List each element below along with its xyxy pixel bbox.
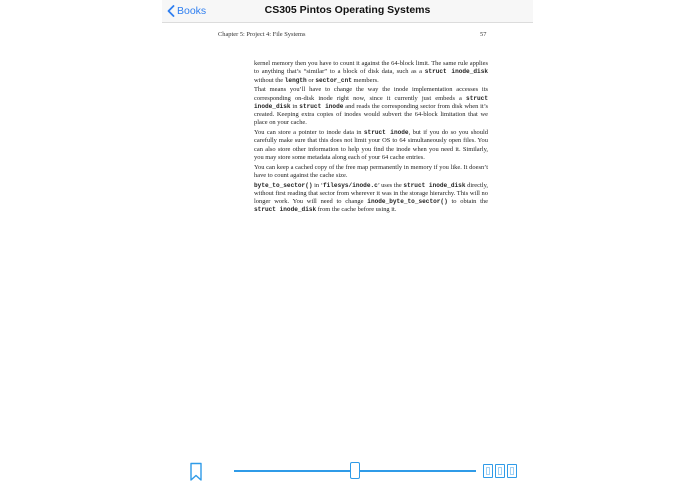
text: without the bbox=[254, 76, 285, 84]
paragraph bbox=[254, 60, 488, 85]
back-label: Books bbox=[177, 5, 207, 17]
navigation-bar bbox=[162, 0, 533, 23]
code: struct inode_disk bbox=[403, 181, 466, 189]
paragraph bbox=[254, 164, 488, 181]
text: or bbox=[306, 76, 316, 84]
book-title: CS305 Pintos Operating Systems bbox=[264, 4, 431, 16]
page-thumb-icon bbox=[495, 464, 505, 478]
code: struct inode_disk bbox=[424, 68, 489, 76]
text: You can keep a cached copy of the free map permanently in memory if you like. It doesn’t have to count against the cache size. bbox=[254, 163, 488, 179]
bottom-toolbar bbox=[162, 448, 533, 494]
text: in bbox=[290, 102, 300, 110]
page-body bbox=[254, 60, 488, 216]
text: , but if you do so you should carefully make sure that this does not limit your OS to 64 simultaneously open files. You can also store other information to help you find the inode when you need it. Similarly, you may store some metadata along each of your 64 cache entries. bbox=[254, 129, 488, 161]
code: sector_cnt bbox=[315, 76, 352, 84]
code: filesys/inode.c bbox=[322, 181, 378, 189]
bookmark-icon[interactable] bbox=[188, 462, 204, 482]
code: struct inode bbox=[299, 102, 344, 110]
code: struct inode bbox=[363, 129, 409, 136]
text: directly, without first reading that sector from wherever it was in the storage hierarchy. This will no longer work. You will need to change bbox=[254, 181, 488, 205]
text: ’ uses the bbox=[377, 181, 404, 189]
page-scrubber-thumb[interactable] bbox=[350, 462, 360, 479]
text: You can store a pointer to inode data in bbox=[254, 129, 364, 136]
paragraph bbox=[254, 129, 488, 162]
text: That means you’ll have to change the way the inode implementation accesses its corresponding on-disk inode right now, since it currently just embeds a bbox=[254, 86, 488, 102]
page-thumb-icon bbox=[483, 464, 493, 478]
code: struct inode_disk bbox=[254, 94, 488, 110]
text: members. bbox=[351, 76, 379, 84]
page-number: 57 bbox=[480, 31, 487, 38]
code: inode_byte_to_sector() bbox=[367, 198, 448, 205]
running-head: Chapter 5: Project 4: File Systems bbox=[218, 31, 306, 38]
paragraph bbox=[254, 86, 488, 127]
page-thumb-icon bbox=[507, 464, 517, 478]
text: from the cache before using it. bbox=[316, 206, 397, 214]
text: to obtain the bbox=[447, 198, 489, 205]
text: kernel memory then you have to count it against the 64-block limit. The same rule applies to anything that’s “similar” to a block of disk data, such as a bbox=[254, 60, 488, 76]
code: byte_to_sector() bbox=[254, 181, 313, 189]
text: and reads the corresponding sector from disk when it’s created. Keeping extra copies of inodes would subvert the 64-block limitation that we place on your cache. bbox=[254, 102, 488, 127]
code: struct inode_disk bbox=[254, 206, 317, 214]
code: length bbox=[284, 76, 307, 84]
page-thumbnails-icon[interactable] bbox=[483, 464, 517, 478]
text: in ‘ bbox=[312, 181, 323, 189]
book-page[interactable] bbox=[162, 23, 533, 443]
paragraph bbox=[254, 182, 488, 215]
